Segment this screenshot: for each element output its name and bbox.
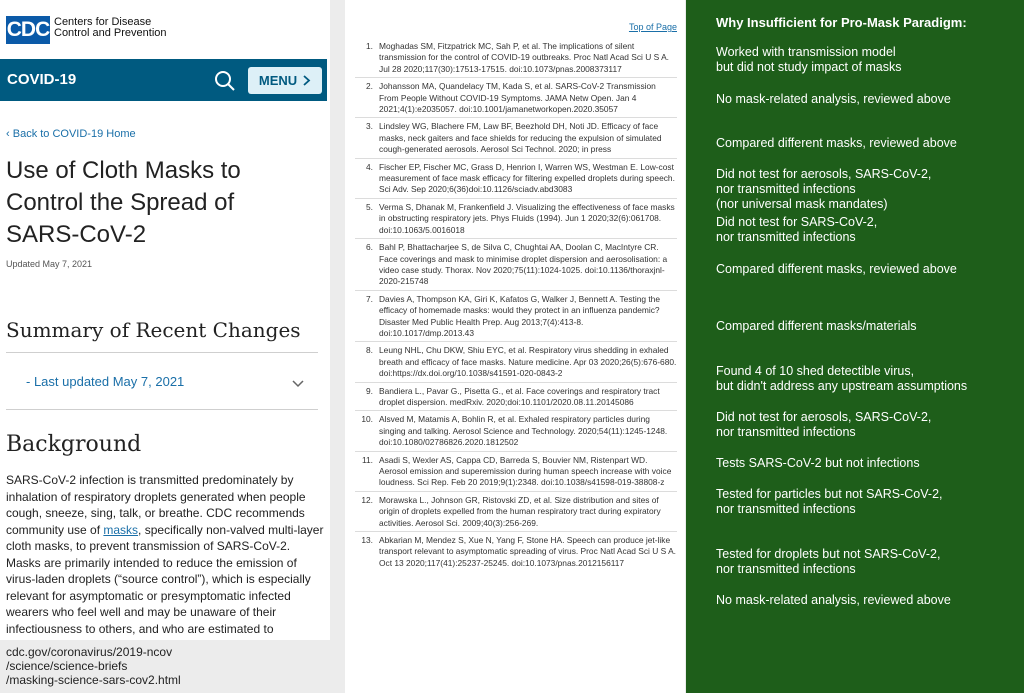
cdc-page-panel: [0, 0, 345, 693]
source-url: [6, 645, 181, 687]
back-link-label: Back to COVID-19 Home: [12, 128, 136, 140]
annotation-note: [716, 45, 1021, 75]
reference-text: Lindsley WG, Blachere FM, Law BF, Beezhold DH, Noti JD. Efficacy of face masks, neck gaiters and face shields for reducing the expulsion of simulated cough-generated aerosols. Aerosol Sci Technol. 2020; in press: [379, 121, 662, 155]
url-line: /science/science-briefs: [6, 659, 128, 673]
background-text-start: SARS-CoV-2 infection is transmitted predominately by inhalation of respiratory droplets generated when people cough, sneeze, sing, talk, or breathe. CDC recommends community use of: [6, 473, 306, 537]
reference-text: Asadi S, Wexler AS, Cappa CD, Barreda S, Bouvier NM, Ristenpart WD. Aerosol emission and superemission during human speech increase with voice loudness. Sci Rep. Feb 20 2019;9(1):2348. doi:10.1038/s41598-019-38808-z: [379, 454, 672, 488]
top-of-page-link[interactable]: Top of Page: [628, 22, 677, 32]
reference-text: Verma S, Dhanak M, Frankenfield J. Visualizing the effectiveness of face masks in obstructing respiratory jets. Phys Fluids (1994). Jun 1 2020;32(6):061708. doi:10.1063/5.0016018: [379, 201, 675, 235]
covid-section-title[interactable]: COVID-19: [7, 71, 77, 88]
cdc-name-line: Centers for Disease: [54, 16, 152, 28]
chevron-down-icon[interactable]: [291, 379, 305, 389]
reference-number: 11.: [361, 454, 373, 465]
reference-item: [355, 344, 677, 382]
annotation-line: Compared different masks, reviewed above: [716, 136, 957, 150]
annotation-line: nor transmitted infections: [716, 230, 856, 244]
annotation-line: No mask-related analysis, reviewed above: [716, 92, 951, 106]
annotation-line: but did not study impact of masks: [716, 60, 902, 74]
annotation-note: [716, 456, 1021, 471]
annotation-note: [716, 487, 1021, 517]
annotation-line: Did not test for SARS-CoV-2,: [716, 215, 878, 229]
references-panel: [345, 0, 685, 693]
annotation-line: but didn't address any upstream assumptions: [716, 379, 968, 393]
annotation-note: [716, 319, 1021, 334]
annotation-line: nor transmitted infections: [716, 562, 856, 576]
reference-number: 12.: [361, 494, 373, 505]
reference-text: Moghadas SM, Fitzpatrick MC, Sah P, et al. The implications of silent transmission for the control of COVID-19 outbreaks. Proc Natl Acad Sci U S A. Jul 28 2020;117(30):17513-17515. doi:10.1073/pnas.2008373117: [379, 41, 669, 74]
cdc-name-line: Control and Prevention: [54, 27, 167, 39]
reference-text: Johansson MA, Quandelacy TM, Kada S, et al. SARS-CoV-2 Transmission From People Without COVID-19 Symptoms. JAMA Netw Open. Jan 4 2021;4(1):e2035057. doi:10.1001/jamanetworkopen.2020.35057: [379, 81, 656, 115]
background-text-end: , specifically non-valved multi-layer cloth masks, to prevent transmission of SARS-CoV-2. Masks are primarily intended to reduce the emission of virus-laden droplets (“source control”), which is especially relevant for asymptomatic or presymptomatic infected wearers who feel well and may be unaware of their infectiousness to others, and who are estimated to: [6, 522, 324, 636]
menu-button-label: MENU: [258, 73, 298, 88]
reference-text: Abkarian M, Mendez S, Xue N, Yang F, Stone HA. Speech can produce jet-like transport relevant to asymptomatic spreading of virus. Proc Natl Acad Sci U S A. Oct 13 2020;117(41):25237-25245. doi:10.1073/pnas.2012156117: [379, 535, 676, 568]
annotation-line: Found 4 of 10 shed detectible virus,: [716, 364, 915, 378]
reference-text: Bandiera L., Pavar G., Pisetta G., et al. Face coverings and respiratory tract droplet dispersion. medRxiv. 2020;doi:10.1101/2020.08.11.20145086: [379, 385, 660, 407]
masks-link[interactable]: masks: [103, 522, 139, 537]
reference-number: 10.: [361, 414, 373, 425]
reference-text: Bahl P, Bhattacharjee S, de Silva C, Chughtai AA, Doolan C, MacIntyre CR. Face coverings and mask to minimise droplet dispersion and aerosolisation: a video case study. Thorax. Nov 2020;75(11):1024-1025. doi:10.1136/thoraxjnl-2020-215748: [379, 242, 668, 287]
reference-item: [355, 161, 677, 199]
reference-number: 8.: [366, 345, 373, 356]
reference-text: Leung NHL, Chu DKW, Shiu EYC, et al. Respiratory virus shedding in exhaled breath and efficacy of face masks. Nature medicine. Apr 03 2020;26(5):676-680. doi:https://dx.doi.org/10.1038/s41591-020-0843-2: [379, 345, 677, 379]
reference-item: [355, 385, 677, 412]
background-heading: Background: [6, 432, 142, 457]
reference-item: [355, 413, 677, 451]
annotation-line: Worked with transmission model: [716, 45, 896, 59]
divider: [6, 352, 318, 353]
reference-text: Morawska L., Johnson GR, Ristovski ZD, et al. Size distribution and sites of origin of droplets expelled from the human respiratory tract during expiratory activities. Aerosol Sci. 2009;40(3):256-269.: [379, 494, 661, 528]
divider: [6, 409, 318, 410]
reference-item: [355, 534, 677, 571]
reference-text: Alsved M, Matamis A, Bohlin R, et al. Exhaled respiratory particles during singing and talking. Aerosol Science and Technology. 2020;54(11):1245-1248. doi:10.1080/02786826.2020.1812502: [379, 414, 668, 448]
menu-button[interactable]: [248, 67, 322, 94]
covid-section-bar: [0, 59, 327, 101]
reference-number: 7.: [366, 293, 373, 304]
reference-number: 13.: [361, 535, 373, 546]
annotation-note: [716, 262, 1021, 277]
reference-item: [355, 201, 677, 239]
annotation-line: Tests SARS-CoV-2 but not infections: [716, 456, 920, 470]
page-title: Use of Cloth Masks to Control the Spread of SARS-CoV-2: [6, 157, 241, 248]
summary-heading: Summary of Recent Changes: [6, 318, 301, 342]
chevron-left-icon: ‹: [6, 128, 13, 140]
annotation-note: [716, 364, 1021, 394]
annotation-heading: Why Insufficient for Pro-Mask Paradigm:: [716, 15, 967, 30]
annotation-line: Compared different masks, reviewed above: [716, 262, 957, 276]
annotation-line: nor transmitted infections: [716, 425, 856, 439]
annotation-line: No mask-related analysis, reviewed above: [716, 593, 951, 607]
annotation-note: [716, 167, 1021, 212]
reference-item: [355, 40, 677, 78]
reference-number: 3.: [366, 121, 373, 132]
reference-number: 5.: [366, 201, 373, 212]
cdc-logo[interactable]: CDC: [6, 16, 50, 44]
reference-list: [355, 40, 677, 573]
annotation-line: (nor universal mask mandates): [716, 197, 888, 211]
annotation-line: Did not test for aerosols, SARS-CoV-2,: [716, 410, 932, 424]
annotation-note: [716, 410, 1021, 440]
reference-number: 6.: [366, 242, 373, 253]
annotation-note: [716, 215, 1021, 245]
url-line: cdc.gov/coronavirus/2019-ncov: [6, 645, 173, 659]
reference-number: 4.: [366, 161, 373, 172]
reference-item: [355, 293, 677, 343]
reference-text: Davies A, Thompson KA, Giri K, Kafatos G, Walker J, Bennett A. Testing the efficacy of homemade masks: would they protect in an influenza pandemic? Disaster Med Public Health Prep. Aug 2013;7(4):413-8. doi:10.1017/dmp.2013.43: [379, 293, 660, 338]
reference-number: 2.: [366, 81, 373, 92]
annotation-note: [716, 136, 1021, 151]
reference-item: [355, 120, 677, 158]
annotation-line: Did not test for aerosols, SARS-CoV-2,: [716, 167, 932, 181]
annotation-line: nor transmitted infections: [716, 502, 856, 516]
annotation-line: Tested for droplets but not SARS-CoV-2,: [716, 547, 941, 561]
search-icon[interactable]: [214, 70, 236, 92]
back-to-covid-home-link[interactable]: [6, 128, 136, 140]
url-line: /masking-science-sars-cov2.html: [6, 673, 181, 687]
reference-number: 1.: [366, 41, 373, 51]
annotation-panel: [686, 0, 1024, 693]
reference-item: [355, 494, 677, 532]
cdc-agency-name: [54, 17, 167, 39]
updated-date: Updated May 7, 2021: [6, 259, 93, 269]
annotation-note: [716, 547, 1021, 577]
reference-text: Fischer EP, Fischer MC, Grass D, Henrion I, Warren WS, Westman E. Low-cost measurement of face mask efficacy for filtering expelled droplets during speech. Sci Adv. Sep 2020;6(36)doi:10.1126/sciadv.abd3083: [379, 161, 675, 195]
background-paragraph: [6, 472, 324, 638]
annotation-line: Tested for particles but not SARS-CoV-2,: [716, 487, 943, 501]
last-updated-accordion[interactable]: - Last updated May 7, 2021: [26, 374, 185, 389]
annotation-note: [716, 593, 1021, 608]
reference-item: [355, 454, 677, 492]
annotation-note: [716, 92, 1021, 107]
reference-number: 9.: [366, 385, 373, 396]
reference-item: [355, 241, 677, 291]
annotation-line: nor transmitted infections: [716, 182, 856, 196]
reference-item: [355, 80, 677, 118]
annotation-line: Compared different masks/materials: [716, 319, 917, 333]
chevron-right-icon: [303, 75, 311, 86]
